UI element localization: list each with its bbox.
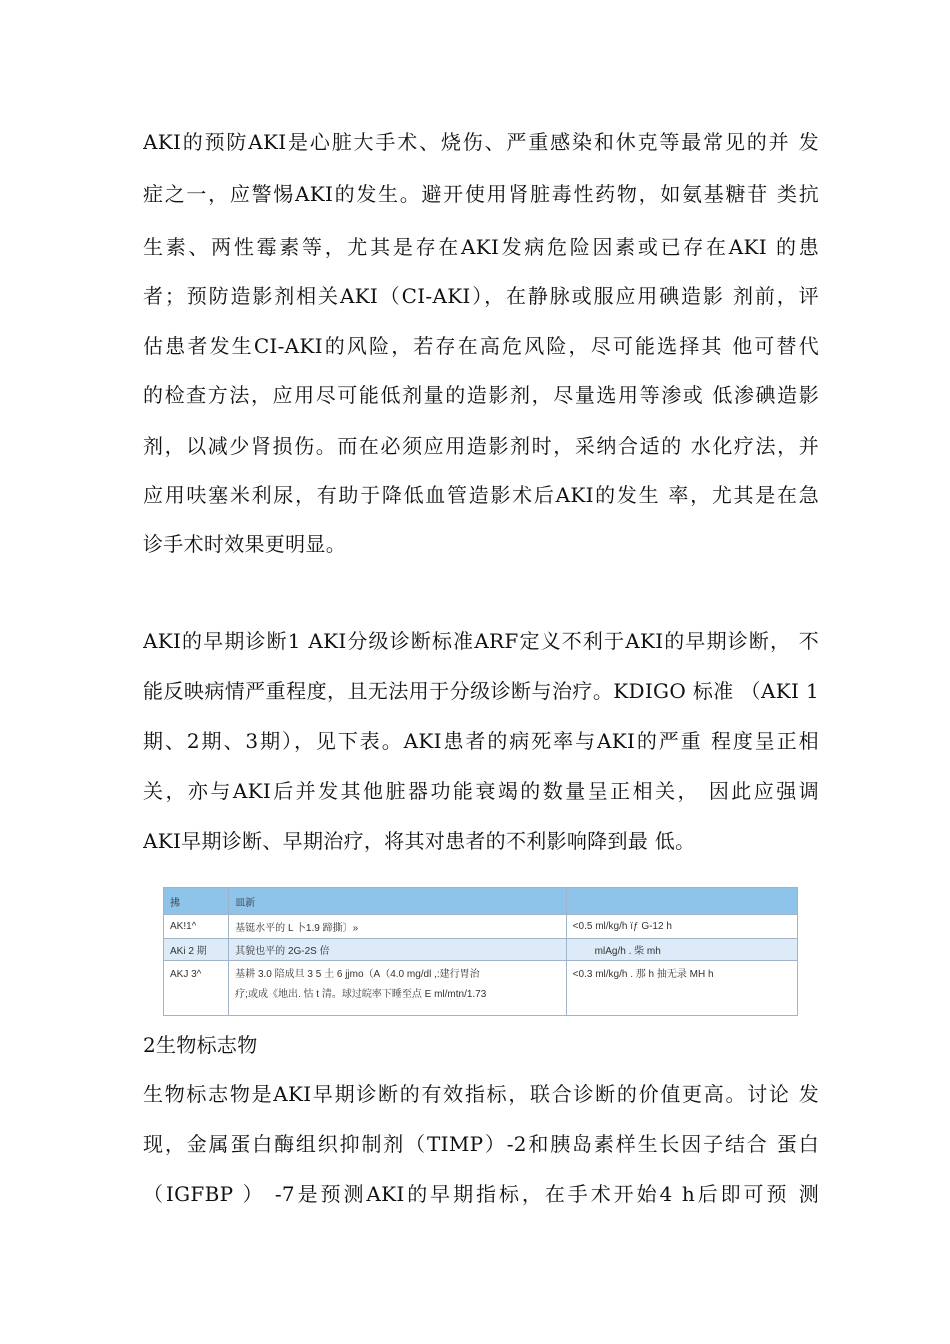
text-line: 估患者发生CI-AKI的风险，若存在高危风险，尽可能选择其 他可替代	[143, 334, 819, 358]
table-row	[164, 939, 798, 961]
table-header-row	[164, 888, 798, 915]
text-line: 现，金属蛋白酶组织抑制剂（TIMP）-2和胰岛素样生长因子结合 蛋白	[143, 1132, 819, 1156]
text-line: 的检查方法，应用尽可能低剂量的造影剂，尽量选用等渗或 低渗碘造影	[143, 383, 819, 407]
text-line: 剂，以减少肾损伤。而在必须应用造影剂时，采纳合适的 水化疗法，并	[143, 434, 819, 458]
text-line: 者；预防造影剂相关AKI（CI-AKI），在静脉或服应用碘造影 剂前，评	[143, 284, 819, 308]
table-row	[164, 915, 798, 939]
table-cell-text: 基耕 3.0 陪成旦 3 5 土 6 jjmo（A（4.0 mg/dl ,:建行胃治	[235, 969, 480, 980]
text-line: 症之一，应警惕AKI的发生。避开使用肾脏毒性药物，如氨基糖苷 类抗	[143, 182, 819, 206]
text-line: AKI的早期诊断1 AKI分级诊断标准ARF定义不利于AKI的早期诊断， 不	[143, 629, 819, 653]
table-cell-stage: AKi 2 期	[164, 939, 229, 961]
text-line: （IGFBP ） -7是预测AKI的早期指标，在手术开始4 h后即可预 测	[143, 1182, 819, 1206]
table-cell-urine: mlAg/h . 柴 mh	[566, 939, 797, 961]
table-cell-urine: <0.3 ml/kg/h . 那 h 抽无录 MH h	[566, 961, 797, 1016]
section-heading: 2生物标志物	[143, 1033, 258, 1057]
text-line: 应用呋塞米利尿，有助于降低血管造影术后AKI的发生 率，尤其是在急	[143, 483, 819, 507]
table-cell-stage: AKJ 3^	[164, 961, 229, 1016]
table-cell-text: 疗;或成《地出. 怙 t 清。球过皖率下睡至点 E ml/mtn/1.73	[235, 989, 487, 1000]
kdigo-staging-table	[163, 887, 798, 1016]
text-line: 生物标志物是AKI早期诊断的有效指标，联合诊断的价值更高。讨论 发	[143, 1082, 819, 1106]
table-header-cell: 皿新	[229, 888, 567, 915]
table-row	[164, 961, 798, 1016]
table-header-cell	[566, 888, 797, 915]
table-cell-creatinine: 其貌也平的 2G-2S 倍	[229, 939, 567, 961]
table-cell-urine: <0.5 ml/kg/h ïƒ G-12 h	[566, 915, 797, 939]
table-cell-stage: AK!1^	[164, 915, 229, 939]
text-line: 期、2期、3期），见下表。AKI患者的病死率与AKI的严重 程度呈正相	[143, 729, 819, 753]
text-line: 关，亦与AKI后并发其他脏器功能衰竭的数量呈正相关， 因此应强调	[143, 779, 819, 803]
text-line: AKI的预防AKI是心脏大手术、烧伤、严重感染和休克等最常见的并 发	[143, 130, 819, 154]
table-cell-creatinine	[229, 961, 567, 1016]
table-cell-creatinine: 基铤水平的 L 卜1.9 蹄撕〕»	[229, 915, 567, 939]
text-line: 能反映病情严重程度，且无法用于分级诊断与治疗。KDIGO 标准 （AKI 1	[143, 679, 819, 703]
table-header-cell: 拂	[164, 888, 229, 915]
text-line: 生素、两性霉素等，尤其是存在AKI发病危险因素或已存在AKI 的患	[143, 235, 819, 259]
text-line: AKI早期诊断、早期治疗，将其对患者的不利影响降到最 低。	[143, 829, 696, 853]
text-line: 诊手术时效果更明显。	[143, 532, 346, 556]
